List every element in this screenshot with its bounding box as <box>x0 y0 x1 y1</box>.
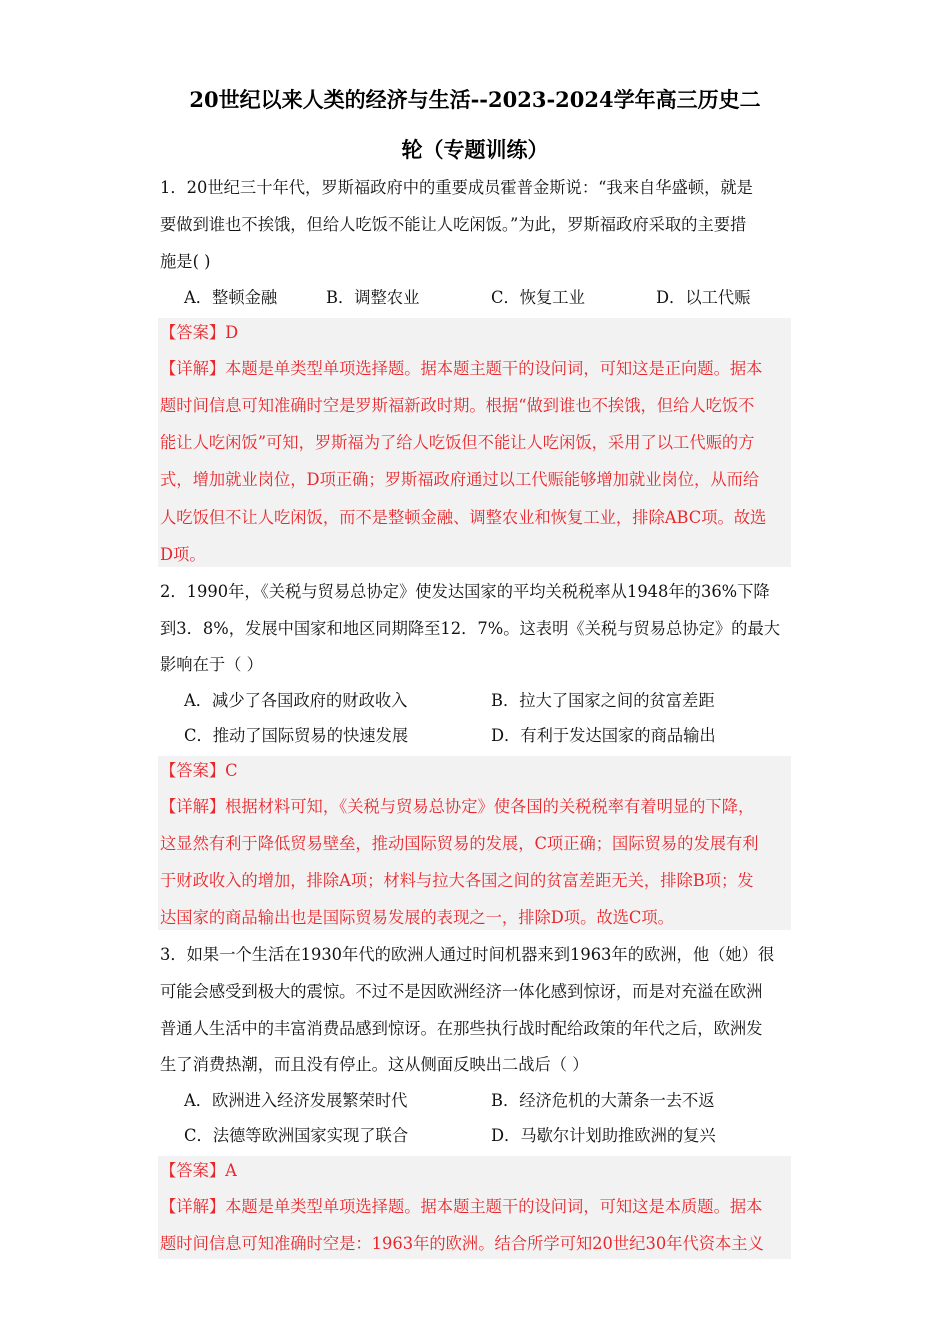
question-3-option-a: A．欧洲进入经济发展繁荣时代 <box>184 1091 408 1110</box>
question-3-answer <box>160 1159 790 1183</box>
question-1-detail-line: 人吃饭但不让人吃闲饭，而不是整顿金融、调整农业和恢复工业，排除ABC项。故选 <box>160 508 767 527</box>
document-title-line-1: 20世纪以来人类的经济与生活--2023-2024学年高三历史二 <box>189 87 761 112</box>
question-1-detail-line: 能让人吃闲饭”可知，罗斯福为了给人吃饭但不能让人吃闲饭，采用了以工代赈的方 <box>160 433 755 452</box>
question-3-option-b: B．经济危机的大萧条一去不返 <box>491 1091 715 1110</box>
question-2-answer <box>160 759 790 783</box>
question-2-option-b: B．拉大了国家之间的贫富差距 <box>491 691 715 710</box>
question-3-stem-line: 普通人生活中的丰富消费品感到惊讶。在那些执行战时配给政策的年代之后，欧洲发 <box>160 1019 763 1038</box>
answer-letter: C <box>225 761 238 780</box>
question-1-detail-line: D项。 <box>160 545 206 564</box>
question-1-stem-line: 要做到谁也不挨饿，但给人吃饭不能让人吃闲饭。”为此，罗斯福政府采取的主要措 <box>160 215 747 234</box>
question-2-detail-line: 于财政收入的增加，排除A项；材料与拉大各国之间的贫富差距无关，排除B项；发 <box>160 871 754 890</box>
detail-tag: 【详解】 <box>160 359 226 378</box>
question-3-stem-line: 可能会感受到极大的震惊。不过不是因欧洲经济一体化感到惊讶，而是对充溢在欧洲 <box>160 982 763 1001</box>
question-1-stem-line: 1．20世纪三十年代，罗斯福政府中的重要成员霍普金斯说：“我来自华盛顿，就是 <box>160 178 753 197</box>
question-2-stem-line: 到3．8%，发展中国家和地区同期降至12．7%。这表明《关税与贸易总协定》的最大 <box>160 619 781 638</box>
detail-text: 本题是单类型单项选择题。据本题主题干的设问词，可知这是正向题。据本 <box>225 359 763 378</box>
question-3-option-c: C．法德等欧洲国家实现了联合 <box>184 1126 409 1145</box>
answer-tag: 【答案】 <box>160 1161 226 1180</box>
question-1-option-a: A．整顿金融 <box>184 288 278 307</box>
answer-tag: 【答案】 <box>160 761 226 780</box>
question-2-detail-line: 达国家的商品输出也是国际贸易发展的表现之一，排除D项。故选C项。 <box>160 908 674 927</box>
answer-letter: D <box>225 323 239 342</box>
document-title-line-2: 轮（专题训练） <box>401 137 549 162</box>
question-2-stem-line: 2．1990年，《关税与贸易总协定》使发达国家的平均关税税率从1948年的36%下降 <box>160 582 770 601</box>
question-1-stem-line: 施是( ) <box>160 252 211 271</box>
question-1-option-b: B．调整农业 <box>326 288 420 307</box>
question-1-detail-line <box>160 357 790 381</box>
question-2-stem-line: 影响在于（ ） <box>160 655 263 674</box>
question-3-detail-line: 题时间信息可知准确时空是：1963年的欧洲。结合所学可知20世纪30年代资本主义 <box>160 1234 764 1253</box>
question-3-stem-line: 生了消费热潮，而且没有停止。这从侧面反映出二战后（ ） <box>160 1055 589 1074</box>
detail-tag: 【详解】 <box>160 797 226 816</box>
question-3-detail-line <box>160 1195 790 1219</box>
question-1-detail-line: 题时间信息可知准确时空是罗斯福新政时期。根据“做到谁也不挨饿，但给人吃饭不 <box>160 396 755 415</box>
question-2-detail-line: 这显然有利于降低贸易壁垒，推动国际贸易的发展，C项正确；国际贸易的发展有利 <box>160 834 759 853</box>
question-1-option-c: C．恢复工业 <box>491 288 585 307</box>
detail-tag: 【详解】 <box>160 1197 226 1216</box>
question-3-option-d: D．马歇尔计划助推欧洲的复兴 <box>491 1126 716 1145</box>
question-2-detail-line <box>160 795 790 819</box>
question-2-option-d: D．有利于发达国家的商品输出 <box>491 726 716 745</box>
answer-letter: A <box>225 1161 237 1180</box>
question-2-option-c: C．推动了国际贸易的快速发展 <box>184 726 409 745</box>
question-3-stem-line: 3．如果一个生活在1930年代的欧洲人通过时间机器来到1963年的欧洲，他（她）很 <box>160 945 775 964</box>
question-2-option-a: A．减少了各国政府的财政收入 <box>184 691 408 710</box>
question-1-option-d: D．以工代赈 <box>656 288 751 307</box>
answer-tag: 【答案】 <box>160 323 226 342</box>
detail-text: 本题是单类型单项选择题。据本题主题干的设问词，可知这是本质题。据本 <box>225 1197 763 1216</box>
question-1-answer <box>160 321 790 345</box>
detail-text: 根据材料可知，《关税与贸易总协定》使各国的关税税率有着明显的下降， <box>225 797 755 816</box>
question-1-detail-line: 式，增加就业岗位，D项正确；罗斯福政府通过以工代赈能够增加就业岗位，从而给 <box>160 470 760 489</box>
